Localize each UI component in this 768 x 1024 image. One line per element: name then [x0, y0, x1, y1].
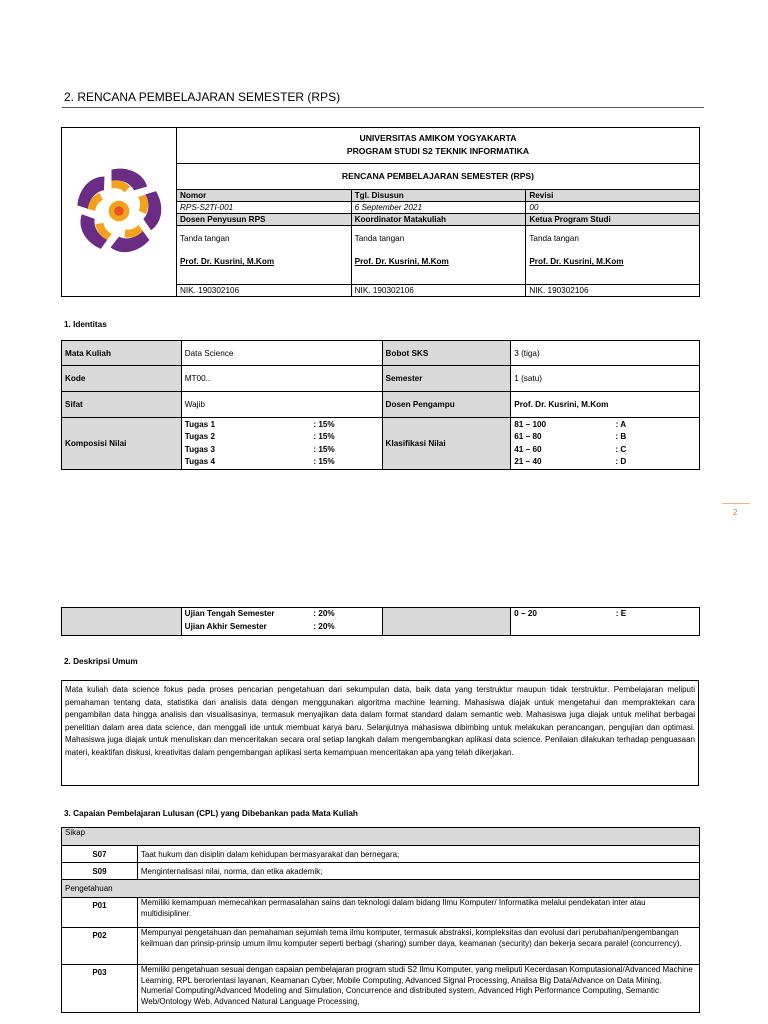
col-tgl: Tgl. Disusun	[351, 190, 526, 202]
pengetahuan-header: Pengetahuan	[62, 880, 700, 898]
klasifikasi-row: 81 – 100 : A	[514, 419, 627, 429]
bobot-label: Bobot SKS	[382, 341, 511, 366]
semester-label: Semester	[382, 366, 511, 392]
signer-nik: NIK. 190302106	[351, 285, 526, 297]
cpl-code: S09	[62, 863, 138, 880]
identitas-table-cont	[61, 607, 700, 636]
identitas-title: 1. Identitas	[64, 320, 107, 329]
klasifikasi-row: 61 – 80 : B	[514, 432, 627, 441]
sifat-value: Wajib	[181, 392, 382, 418]
bobot-value: 3 (tiga)	[511, 341, 700, 366]
mata-kuliah-label: Mata Kuliah	[62, 341, 182, 366]
identitas-table	[61, 340, 700, 470]
komposisi-row: Tugas 1 : 15%	[184, 419, 335, 429]
deskripsi-title: 2. Deskripsi Umum	[64, 657, 138, 666]
komposisi-label: Komposisi Nilai	[62, 418, 182, 470]
section-title: 2. RENCANA PEMBELAJARAN SEMESTER (RPS)	[64, 90, 341, 104]
deskripsi-text: Mata kuliah data science fokus pada proses pencarian pengetahuan dari sekumpulan data, baik data yang terstruktur maupun tidak terstruktur. Pembelajaran meliputi pemahaman tentang data, statistika dan analisis data dengan menggunakan algoritma machine learning. Mahasiswa diajak untuk mengetahui dan mempraktekan cara pengambilan data hingga analisis dan visualisasinya, termasuk menyajikan data dalam format standard dalam semantic web. Mahasiswa juga diajak untuk melihat berbagai penelitian dalam area data science, dan menggali ide untuk membuat karya baru. Selanjutnya mahasiswa dibimbing untuk melakukan perancangan, pengujian dan optimasi. Mahasiswa juga diajak untuk menuliskan dan menceritakan secara oral setiap langkah dalam mengembangkan aplikasi data science. Penilaian dilakukan terhadap penguasaan materi, keaktifan diskusi, kreativitas dalam pengembangan aplikasi serta kemampuan menceritakan apa yang telah dikerjakan.	[61, 680, 699, 786]
kode-label: Kode	[62, 366, 182, 392]
signer-nik: NIK. 190302106	[176, 285, 351, 297]
komposisi-row: Tugas 4 : 15%	[184, 457, 335, 466]
komposisi-row: Ujian Akhir Semester : 20%	[184, 621, 335, 631]
col-nomor: Nomor	[176, 190, 351, 202]
signer-nik: NIK. 190302106	[526, 285, 700, 297]
cpl-code: S07	[62, 846, 138, 863]
klasifikasi-label: Klasifikasi Nilai	[382, 418, 511, 470]
cpl-text: Memiliki pengetahuan sesuai dengan capaian pembelajaran program studi S2 Ilmu Komputer, yang meliputi Kecerdasan Komputasional/Advanced Machine Learning, RPL berorientasi layanan, Keamanan Cyber, Mobile Computing, Advanced Signal Processing, Analisa Big Data/Advance on Data Mining, Numerial Computing/Advanced Modeling and Simulation, Concurrence and distributed system, Advanced High Performance Computing, Semantic Web/Ontology Web, Advanced Natural Language Processing,	[137, 965, 699, 1013]
role-penyusun: Dosen Penyusun RPS	[176, 214, 351, 226]
signer-name: Prof. Dr. Kusrini, M.Kom	[354, 256, 449, 266]
rps-header-table	[61, 127, 700, 297]
komposisi-row: Tugas 3 : 15%	[184, 444, 335, 454]
cpl-code: P01	[62, 898, 138, 928]
cpl-code: P03	[62, 965, 138, 1013]
dosen-value: Prof. Dr. Kusrini, M.Kom	[511, 392, 700, 418]
dosen-label: Dosen Pengampu	[382, 392, 511, 418]
logo-cell	[62, 128, 177, 297]
page-number-rule	[722, 503, 750, 504]
cpl-text: Mempunyai pengetahuan dan pemahaman sejumlah tema ilmu komputer, termasuk abstraksi, kompleksitas dan evolusi dari perubahan/pengembangan keilmuan dan prinsip-prinsip umum ilmu komputer seperti berbagi (sharing) sumber daya, keamanan (security) dan bekerja secara paralel (concurrency).	[137, 928, 699, 965]
semester-value: 1 (satu)	[511, 366, 700, 392]
cpl-code: P02	[62, 928, 138, 965]
cpl-title: 3. Capaian Pembelajaran Lulusan (CPL) yang Dibebankan pada Mata Kuliah	[64, 809, 358, 818]
amikom-logo-icon	[72, 164, 166, 258]
doc-title: RENCANA PEMBELAJARAN SEMESTER (RPS)	[176, 163, 699, 190]
komposisi-row: Ujian Tengah Semester : 20%	[184, 609, 335, 618]
cpl-text: Menginternalisasi nilai, norma, dan etika akademik;	[137, 863, 699, 880]
cpl-text: Taat hukum dan disiplin dalam kehidupan bermasyarakat dan bernegara;	[137, 846, 699, 863]
tgl-value: 6 September 2021	[351, 202, 526, 214]
cpl-table	[61, 827, 700, 1013]
sign-label: Tanda tangan	[354, 233, 405, 243]
role-koordinator: Koordinator Matakuliah	[351, 214, 526, 226]
col-revisi: Revisi	[526, 190, 700, 202]
mata-kuliah-value: Data Science	[181, 341, 382, 366]
klasifikasi-row: 21 – 40 : D	[514, 457, 627, 466]
sign-label: Tanda tangan	[179, 233, 230, 243]
role-ketua: Ketua Program Studi	[526, 214, 700, 226]
klasifikasi-row: 41 – 60 : C	[514, 444, 627, 454]
klasifikasi-row: 0 – 20 : E	[514, 609, 627, 618]
nomor-value: RPS-S2TI-001	[176, 202, 351, 214]
sign-label: Tanda tangan	[529, 233, 579, 243]
sikap-header: Sikap	[62, 828, 700, 846]
revisi-value: 00	[526, 202, 700, 214]
komposisi-row: Tugas 2 : 15%	[184, 432, 335, 441]
page-number: 2	[733, 508, 738, 517]
signer-name: Prof. Dr. Kusrini, M.Kom	[179, 256, 275, 266]
program-name: PROGRAM STUDI S2 TEKNIK INFORMATIKA	[346, 146, 530, 157]
title-divider	[62, 107, 704, 108]
kode-value: MT00..	[181, 366, 382, 392]
sifat-label: Sifat	[62, 392, 182, 418]
university-name: UNIVERSITAS AMIKOM YOGYAKARTA	[359, 133, 517, 144]
cpl-text: Memiliki kemampuan memecahkan permasalahan sains dan teknologi dalam bidang Ilmu Komputer/ Informatika melalui pendekatan inter atau multidisipliner.	[137, 898, 699, 928]
signer-name: Prof. Dr. Kusrini, M.Kom	[529, 256, 624, 266]
